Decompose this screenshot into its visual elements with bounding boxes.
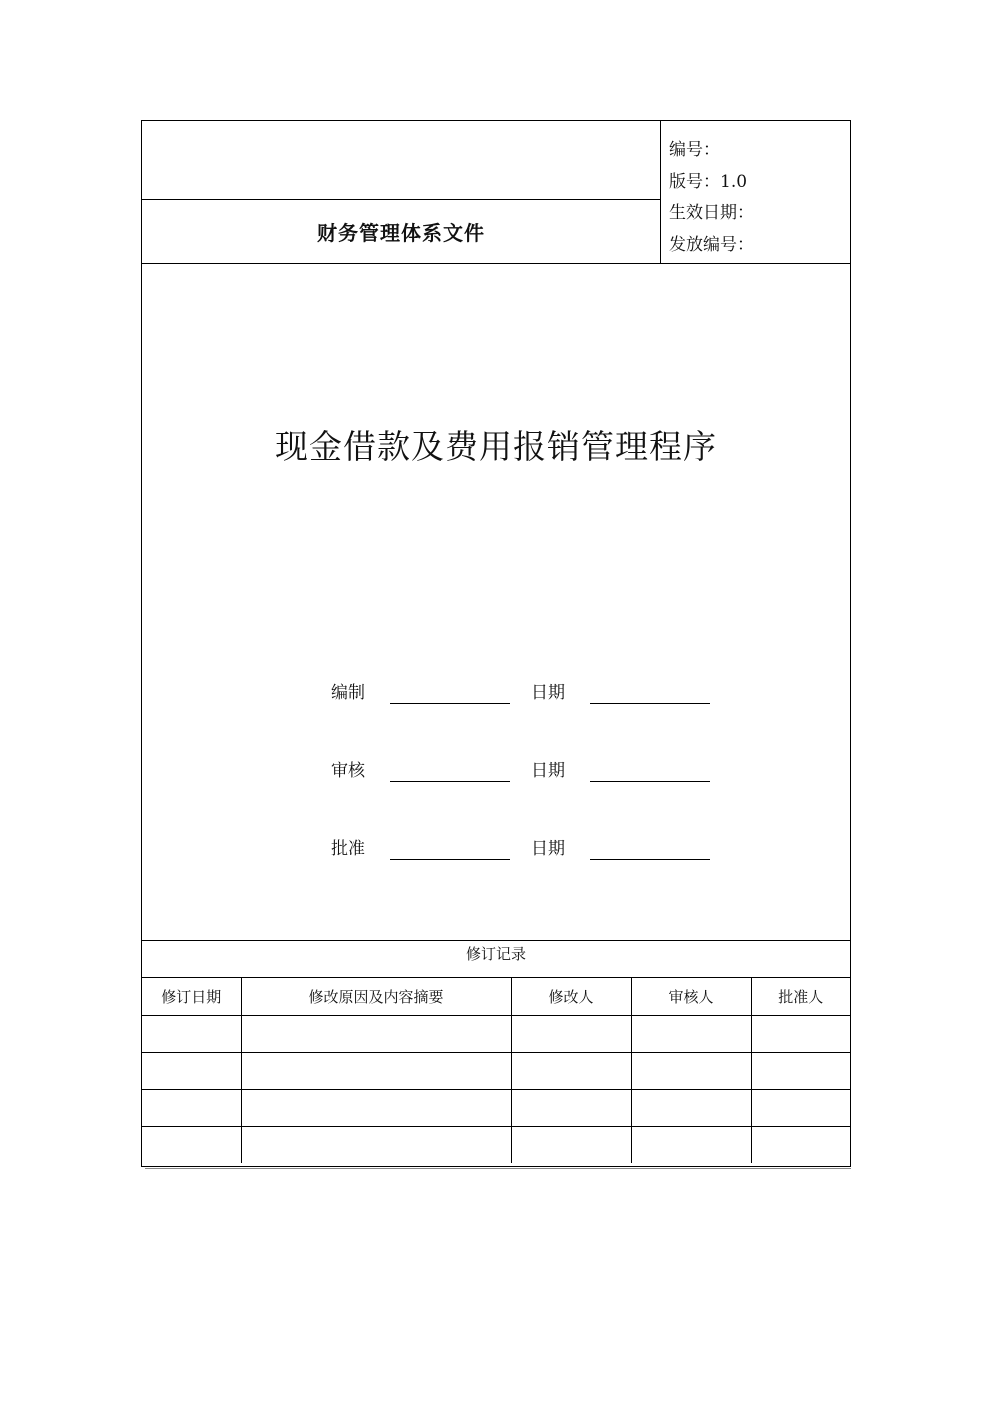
- system-name: 财务管理体系文件: [142, 200, 661, 264]
- document-title: 现金借款及费用报销管理程序: [275, 427, 717, 466]
- table-row: [142, 1089, 850, 1126]
- table-cell[interactable]: [241, 1089, 511, 1126]
- col-header-modifier: 修改人: [511, 978, 631, 1015]
- signoff-label: 编制: [331, 683, 365, 703]
- table-cell[interactable]: [511, 1052, 631, 1089]
- table-cell[interactable]: [241, 1015, 511, 1052]
- signoff-row-approve: [142, 836, 850, 866]
- table-cell[interactable]: [241, 1126, 511, 1163]
- signoff-date-blank[interactable]: [590, 703, 710, 704]
- table-cell[interactable]: [631, 1015, 751, 1052]
- version-value: 1.0: [720, 171, 748, 192]
- revision-header-row: [142, 978, 850, 1015]
- code-field: [669, 135, 850, 167]
- table-row: [142, 1015, 850, 1052]
- table-cell[interactable]: [142, 1089, 241, 1126]
- table-cell[interactable]: [751, 1015, 850, 1052]
- effective-date-label: 生效日期：: [669, 203, 754, 223]
- header-blank-cell: [142, 121, 661, 200]
- table-cell[interactable]: [142, 1126, 241, 1163]
- table-cell[interactable]: [142, 1052, 241, 1089]
- signoff-label: 批准: [331, 839, 365, 859]
- table-row: [142, 1126, 850, 1163]
- signoff-name-blank[interactable]: [390, 859, 510, 860]
- table-row: [142, 1052, 850, 1089]
- table-cell[interactable]: [751, 1052, 850, 1089]
- table-cell[interactable]: [631, 1052, 751, 1089]
- col-header-reviewer: 审核人: [631, 978, 751, 1015]
- document-frame: [141, 120, 851, 1167]
- revision-table: [142, 978, 850, 1163]
- version-label: 版号：: [669, 171, 720, 192]
- signoff-date-blank[interactable]: [590, 859, 710, 860]
- col-header-reason-summary: 修改原因及内容摘要: [241, 978, 511, 1015]
- signoff-date-label: 日期: [531, 839, 565, 859]
- issue-no-field: [669, 230, 850, 262]
- issue-no-label: 发放编号：: [669, 234, 754, 255]
- signoff-date-label: 日期: [531, 761, 565, 781]
- doc-info-cell: [661, 121, 850, 264]
- table-cell[interactable]: [511, 1015, 631, 1052]
- table-cell[interactable]: [751, 1126, 850, 1163]
- col-header-approver: 批准人: [751, 978, 850, 1015]
- table-cell[interactable]: [631, 1089, 751, 1126]
- table-cell[interactable]: [511, 1126, 631, 1163]
- col-header-revision-date: 修订日期: [142, 978, 241, 1015]
- signoff-row-prepare: [142, 680, 850, 710]
- signoff-row-review: [142, 758, 850, 788]
- code-label: 编号：: [669, 140, 720, 160]
- effective-date-field: [669, 198, 850, 230]
- signoff-name-blank[interactable]: [390, 781, 510, 782]
- revision-record-title: 修订记录: [142, 940, 850, 978]
- signoff-name-blank[interactable]: [390, 703, 510, 704]
- table-cell[interactable]: [241, 1052, 511, 1089]
- version-field: [669, 167, 850, 199]
- table-cell[interactable]: [511, 1089, 631, 1126]
- table-cell[interactable]: [631, 1126, 751, 1163]
- signoff-label: 审核: [331, 761, 365, 781]
- signoff-date-blank[interactable]: [590, 781, 710, 782]
- table-cell[interactable]: [142, 1015, 241, 1052]
- table-cell[interactable]: [751, 1089, 850, 1126]
- signoff-date-label: 日期: [531, 683, 565, 703]
- bottom-rule: [145, 1168, 851, 1169]
